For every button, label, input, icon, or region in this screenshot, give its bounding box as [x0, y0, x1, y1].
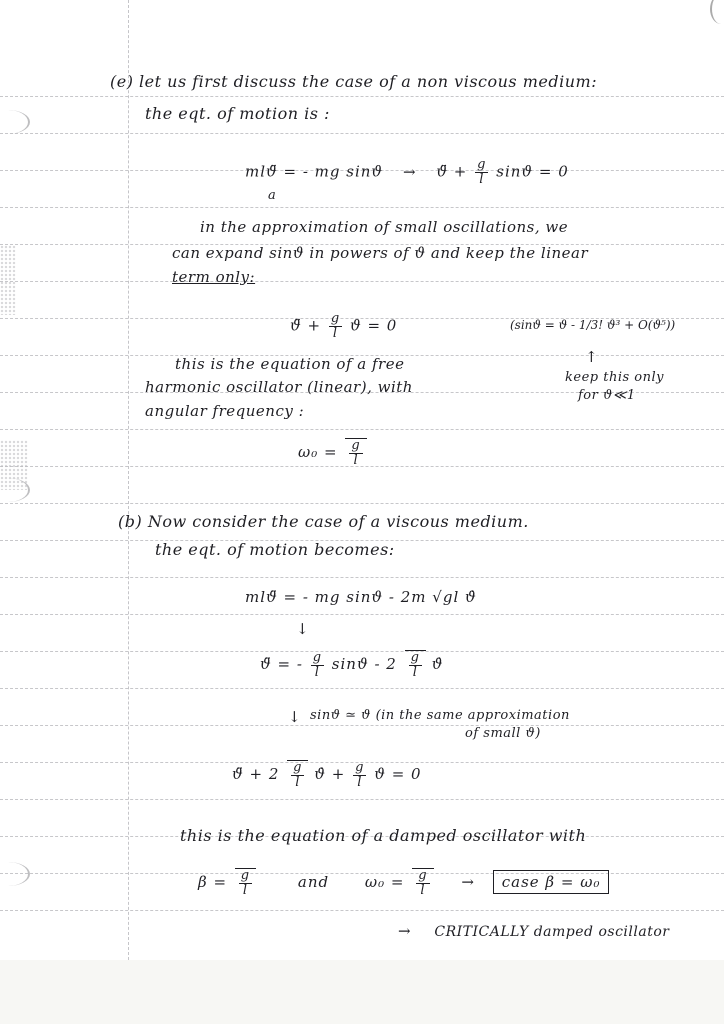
equation-1-rhs-a: ϑ̈ + — [436, 162, 468, 181]
boxed-result: case β = ω₀ — [493, 870, 610, 894]
fraction-denominator: l — [357, 774, 363, 790]
equation-3: mlϑ̈ = - mg sinϑ - 2m √gl ϑ̇ — [245, 588, 477, 606]
final-text: CRITICALLY damped oscillator — [434, 924, 670, 940]
fraction-numerator: g — [355, 759, 365, 775]
right-arrow-icon: → — [398, 922, 412, 940]
fraction-g-over-l — [409, 651, 422, 680]
approx-line-1: in the approximation of small oscillations, we — [200, 218, 569, 236]
rule-line — [0, 577, 724, 578]
beta-omega-line — [198, 868, 609, 898]
final-line — [398, 922, 669, 940]
part-a-label: (e) — [110, 72, 134, 91]
approx-note-1: sinϑ ≃ ϑ (in the same approximation — [310, 708, 570, 723]
fraction-numerator: g — [293, 760, 303, 775]
equation-2-b: ϑ = 0 — [349, 316, 398, 335]
sqrt-symbol — [412, 868, 433, 898]
sqrt-symbol — [345, 438, 366, 468]
part-b-heading — [118, 512, 529, 531]
sqrt-symbol — [405, 650, 426, 680]
part-b-motion-intro: the eqt. of motion becomes: — [155, 540, 395, 559]
scan-noise — [0, 245, 16, 315]
rule-line — [0, 688, 724, 689]
fraction-numerator: g — [477, 157, 487, 172]
keep-note-2: for ϑ≪1 — [578, 388, 636, 403]
fraction-numerator: g — [410, 650, 420, 665]
part-b-heading-text: Now consider the case of a viscous medium. — [147, 512, 529, 531]
up-arrow-icon: ↑ — [585, 348, 599, 366]
sho-line-3: angular frequency : — [145, 402, 305, 420]
rule-line — [0, 96, 724, 97]
equation-4-a: ϑ̈ = - — [260, 655, 303, 673]
fraction-g-over-l — [311, 651, 324, 680]
equation-4-c: ϑ̇ — [431, 655, 444, 673]
rule-line — [0, 799, 724, 800]
part-a-heading — [110, 72, 597, 91]
sho-line-1: this is the equation of a free — [175, 355, 405, 373]
fraction-numerator: g — [351, 438, 361, 453]
approx-note-2: of small ϑ) — [465, 726, 541, 741]
fraction-numerator: g — [330, 311, 341, 326]
scan-noise — [0, 440, 28, 490]
down-arrow-icon: ↓ — [288, 708, 302, 726]
approx-line-3-text: term only: — [172, 268, 256, 286]
taylor-expansion: (sinϑ = ϑ - 1/3! ϑ³ + O(ϑ⁵)) — [510, 318, 676, 332]
fraction-g-over-l — [349, 439, 362, 468]
damped-line: this is the equation of a damped oscillator with — [180, 826, 587, 845]
rule-line — [0, 725, 724, 726]
omega-lhs: ω₀ = — [364, 873, 405, 891]
equation-2 — [290, 312, 397, 341]
rule-line — [0, 503, 724, 504]
fraction-denominator: l — [479, 172, 485, 187]
fraction-denominator: l — [332, 326, 339, 341]
equation-4-b: sinϑ - 2 — [331, 655, 397, 673]
equation-1 — [245, 158, 569, 187]
part-b-label: (b) — [118, 512, 143, 531]
sho-line-2: harmonic oscillator (linear), with — [145, 378, 413, 396]
fraction-numerator: g — [240, 868, 251, 883]
rule-line — [0, 207, 724, 208]
fraction-g-over-l — [416, 869, 429, 898]
fraction-g-over-l — [329, 312, 342, 341]
equation-1-lhs: mlϑ̈ = - mg sinϑ — [245, 162, 384, 181]
fraction-denominator: l — [412, 665, 418, 680]
rule-line — [0, 281, 724, 282]
sqrt-symbol — [287, 760, 308, 790]
fraction-g-over-l — [291, 761, 304, 790]
equation-4 — [260, 650, 443, 680]
binder-hole — [0, 862, 30, 886]
sqrt-symbol — [235, 868, 256, 898]
rule-line — [0, 133, 724, 134]
rule-line — [0, 429, 724, 430]
equation-5-a: ϑ̈ + 2 — [232, 765, 280, 783]
fraction-denominator: l — [314, 664, 320, 680]
beta-lhs: β = — [198, 873, 228, 891]
rule-line — [0, 910, 724, 911]
part-a-motion-intro: the eqt. of motion is : — [145, 104, 330, 123]
approx-line-2: can expand sinϑ in powers of ϑ and keep the linear — [172, 244, 589, 262]
right-arrow-icon: → — [461, 873, 475, 891]
approx-line-3 — [172, 268, 255, 286]
fraction-numerator: g — [312, 649, 323, 665]
binder-hole — [0, 110, 30, 134]
page-curl — [710, 0, 724, 24]
part-a-heading-text: let us first discuss the case of a non viscous medium: — [139, 72, 598, 91]
fraction-g-over-l — [239, 869, 252, 898]
down-arrow-icon: ↓ — [296, 620, 310, 638]
margin-line — [128, 0, 129, 960]
omega-lhs: ω₀ = — [298, 443, 338, 461]
rule-line — [0, 614, 724, 615]
keep-note-1: keep this only — [565, 370, 664, 385]
right-arrow-icon: → — [402, 162, 417, 181]
fraction-denominator: l — [353, 453, 359, 468]
fraction-denominator: l — [242, 883, 249, 898]
equation-5-b: ϑ̇ + — [314, 765, 346, 783]
equation-2-a: ϑ̈ + — [290, 316, 322, 335]
equation-5 — [232, 760, 422, 790]
fraction-numerator: g — [418, 868, 428, 883]
omega-equation — [298, 438, 367, 468]
fraction-g-over-l — [475, 158, 488, 187]
equation-5-c: ϑ = 0 — [374, 765, 422, 783]
fraction-denominator: l — [295, 775, 301, 790]
equation-1-under-mark: a — [268, 188, 277, 203]
fraction-denominator: l — [420, 883, 426, 898]
equation-1-rhs-b: sinϑ = 0 — [496, 162, 569, 181]
fraction-g-over-l — [353, 761, 366, 790]
and-word: and — [297, 873, 330, 891]
